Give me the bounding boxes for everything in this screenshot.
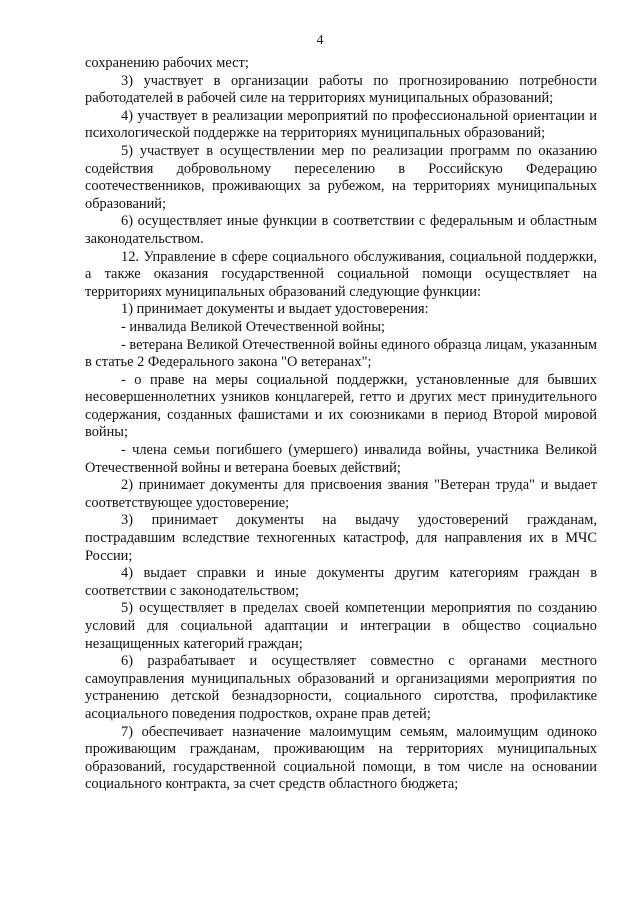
document-body [85,55,597,794]
paragraph-dash-4: - члена семьи погибшего (умершего) инвалида войны, участника Великой Отечественной войны и ветерана боевых действий; [85,442,597,476]
paragraph-item-5: 5) участвует в осуществлении мер по реализации программ по оказанию содействия добровольному переселению в Российскую Федерацию соотечественников, проживающих за рубежом, на территориях муниципальных образований; [85,142,597,212]
paragraph-item-1: 1) принимает документы и выдает удостоверения: [121,301,429,318]
paragraph-item-2: 2) принимает документы для присвоения звания "Ветеран труда" и выдает соответствующее удостоверение; [85,477,597,511]
paragraph-dash-2: - ветерана Великой Отечественной войны единого образца лицам, указанным в статье 2 Федерального закона "О ветеранах"; [85,336,597,371]
paragraph-item-3: 3) участвует в организации работы по прогнозированию потребности работодателей в рабочей силе на территориях муниципальных образований; [85,72,597,107]
paragraph-item-4b: 4) выдает справки и иные документы другим категориям граждан в соответствии с законодательством; [85,565,597,599]
paragraph-item-3b: 3) принимает документы на выдачу удостоверений гражданам, пострадавшим вследствие техногенных катастроф, для направления их в МЧС России; [85,512,597,564]
paragraph-item-4: 4) участвует в реализации мероприятий по профессиональной ориентации и психологической поддержке на территориях муниципальных образований; [85,107,597,142]
paragraph-section-12: 12. Управление в сфере социального обслуживания, социальной поддержки, а также оказания государственной социальной помощи осуществляет на территориях муниципальных образований следующие функции: [85,248,597,300]
paragraph-item-6b: 6) разрабатывает и осуществляет совместно с органами местного самоуправления муниципальных образований и организациями мероприятия по устранению детской безнадзорности, социального сиротства, профилактике асоциального поведения подростков, охране прав детей; [85,653,597,722]
paragraph-dash-1: - инвалида Великой Отечественной войны; [121,318,386,335]
paragraph-item-6: 6) осуществляет иные функции в соответствии с федеральным и областным законодательством. [85,213,597,247]
paragraph-continuation: сохранению рабочих мест; [85,55,249,71]
paragraph-item-7: 7) обеспечивает назначение малоимущим семьям, малоимущим одиноко проживающим гражданам, проживающим на территориях муниципальных образований, государственной социальной помощи, в том числе на основании социального контракта, за счет средств областного бюджета; [85,723,597,793]
paragraph-dash-3: - о праве на меры социальной поддержки, установленные для бывших несовершеннолетних узников концлагерей, гетто и других мест принудительного содержания, созданных фашистами и их союзниками в период Второй мировой войны; [85,371,597,441]
paragraph-item-5b: 5) осуществляет в пределах своей компетенции мероприятия по созданию условий для социальной адаптации и интеграции в общество социально незащищенных категорий граждан; [85,600,597,652]
page-number: 4 [316,33,324,48]
